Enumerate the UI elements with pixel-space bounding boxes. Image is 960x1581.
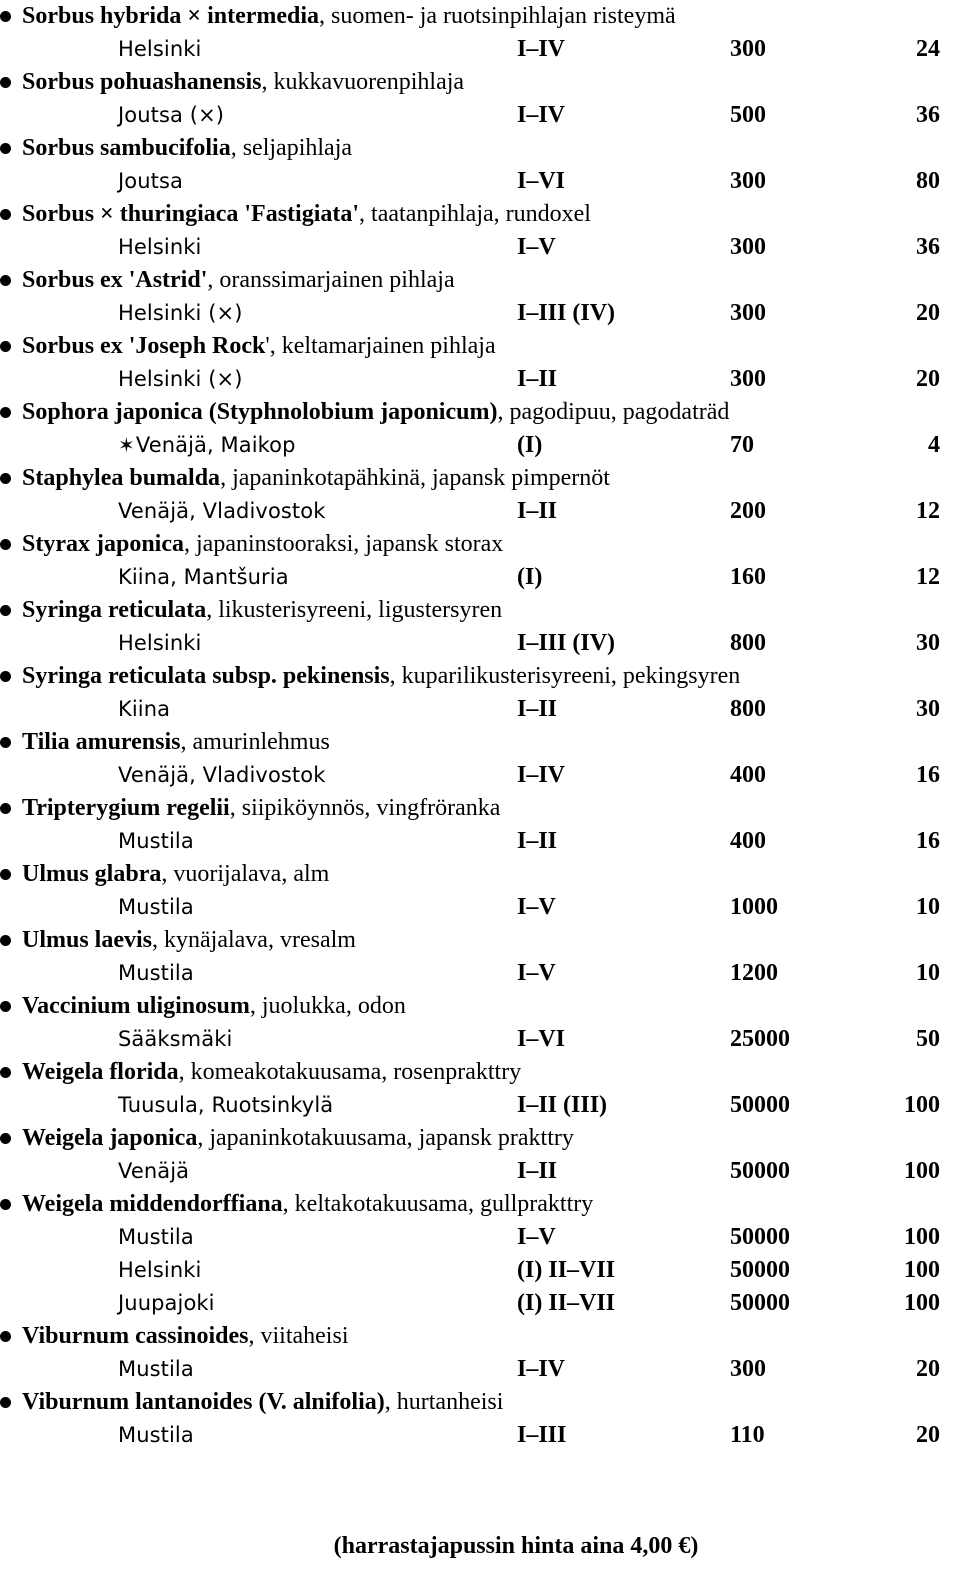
provenance-row (0, 693, 960, 726)
scientific-name: Ulmus laevis (22, 927, 153, 953)
price: 100 (904, 1224, 940, 1250)
bullet-icon (0, 539, 11, 550)
common-names: , pagodipuu, pagodaträd (497, 399, 730, 425)
hardiness-zone: I–VI (517, 1026, 566, 1052)
common-names: , vuorijalava, alm (161, 861, 330, 887)
origin-text: Helsinki (118, 1258, 202, 1282)
origin-text: Mustila (118, 829, 194, 853)
price: 50 (916, 1026, 940, 1052)
common-names: ', keltamarjainen pihlaja (265, 333, 496, 359)
origin (118, 495, 325, 528)
seed-quantity: 70 (730, 432, 754, 458)
common-names: , seljapihlaja (230, 135, 353, 161)
common-names: , siipiköynnös, vingfröranka (229, 795, 501, 821)
price: 100 (904, 1158, 940, 1184)
provenance-row (0, 297, 960, 330)
common-names: , taatanpihlaja, rundoxel (359, 201, 591, 227)
common-names: , japaninkotakuusama, japansk prakttry (197, 1125, 574, 1151)
origin (118, 891, 194, 924)
bullet-icon (0, 671, 11, 682)
provenance-row (0, 1287, 960, 1320)
species-name-line (0, 1386, 960, 1419)
species-name-line (0, 990, 960, 1023)
provenance-row (0, 1089, 960, 1122)
seed-quantity: 200 (730, 498, 766, 524)
origin-text: Joutsa (118, 169, 183, 193)
scientific-name: Weigela japonica (22, 1125, 198, 1151)
origin-text: Helsinki (118, 37, 202, 61)
scientific-name: Tilia amurensis (22, 729, 181, 755)
common-names: , kynäjalava, vresalm (152, 927, 356, 953)
price: 20 (916, 300, 940, 326)
scientific-name: Ulmus glabra (22, 861, 162, 887)
scientific-name: Sorbus hybrida × intermedia (22, 3, 320, 29)
origin (118, 33, 201, 66)
species-name-line (0, 792, 960, 825)
origin (118, 165, 183, 198)
seed-quantity: 400 (730, 828, 766, 854)
price: 4 (928, 432, 940, 458)
hardiness-zone: I–III (IV) (517, 300, 616, 326)
price: 10 (916, 960, 940, 986)
species-entry (0, 396, 960, 462)
provenance-row (0, 99, 960, 132)
origin (118, 627, 201, 660)
origin (118, 561, 289, 594)
species-entry (0, 462, 960, 528)
species-name-line (0, 264, 960, 297)
hardiness-zone: I–V (517, 1224, 556, 1250)
bullet-icon (0, 1397, 11, 1408)
origin-text: Mustila (118, 895, 194, 919)
origin (118, 693, 170, 726)
hardiness-zone: I–II (517, 828, 558, 854)
scientific-name: Staphylea bumalda (22, 465, 221, 491)
hardiness-zone: (I) II–VII (517, 1257, 616, 1283)
origin (118, 297, 242, 330)
common-names: , japaninstooraksi, japansk storax (184, 531, 504, 557)
species-name-line (0, 858, 960, 891)
provenance-row (0, 627, 960, 660)
species-entry (0, 1386, 960, 1452)
hardiness-zone: (I) II–VII (517, 1290, 616, 1316)
common-names: , kuparilikusterisyreeni, pekingsyren (389, 663, 741, 689)
price: 20 (916, 1422, 940, 1448)
hardiness-zone: (I) (517, 564, 543, 590)
common-names: , suomen- ja ruotsinpihlajan risteymä (319, 3, 676, 29)
hardiness-zone: I–II (517, 696, 558, 722)
origin (118, 1089, 333, 1122)
price: 30 (916, 630, 940, 656)
common-names: , amurinlehmus (180, 729, 330, 755)
origin-text: Venäjä (118, 1159, 190, 1183)
seed-quantity: 300 (730, 300, 766, 326)
scientific-name: Weigela florida (22, 1059, 179, 1085)
seed-quantity: 300 (730, 36, 766, 62)
seed-quantity: 800 (730, 696, 766, 722)
hardiness-zone: I–III (517, 1422, 567, 1448)
seed-quantity: 50000 (730, 1290, 790, 1316)
origin (118, 825, 194, 858)
species-entry (0, 726, 960, 792)
species-entry (0, 132, 960, 198)
bullet-icon (0, 869, 11, 880)
species-name-line (0, 528, 960, 561)
hardiness-zone: I–V (517, 234, 556, 260)
seed-quantity: 400 (730, 762, 766, 788)
seed-quantity: 300 (730, 366, 766, 392)
price: 16 (916, 828, 940, 854)
bullet-icon (0, 143, 11, 154)
origin-text: Helsinki (×) (118, 367, 243, 391)
seed-quantity: 25000 (730, 1026, 790, 1052)
origin-text: Venäjä, Maikop (135, 433, 296, 457)
scientific-name: Sorbus sambucifolia (22, 135, 231, 161)
provenance-row (0, 561, 960, 594)
origin-text: Venäjä, Vladivostok (118, 763, 326, 787)
origin-text: Tuusula, Ruotsinkylä (118, 1093, 334, 1117)
price: 30 (916, 696, 940, 722)
provenance-row (0, 825, 960, 858)
scientific-name: Viburnum lantanoides (V. alnifolia) (22, 1389, 385, 1415)
species-name-line (0, 330, 960, 363)
species-name-line (0, 726, 960, 759)
seed-quantity: 50000 (730, 1092, 790, 1118)
seed-quantity: 1200 (730, 960, 778, 986)
species-entry (0, 528, 960, 594)
species-name-line (0, 1188, 960, 1221)
origin-text: Helsinki (×) (118, 301, 243, 325)
origin (118, 1419, 194, 1452)
hardiness-zone: I–IV (517, 102, 566, 128)
price: 36 (916, 102, 940, 128)
origin (118, 363, 242, 396)
origin (118, 1221, 194, 1254)
hardiness-zone: I–II (III) (517, 1092, 608, 1118)
bullet-icon (0, 605, 11, 616)
hardiness-zone: I–IV (517, 36, 566, 62)
species-entry (0, 0, 960, 66)
seed-quantity: 50000 (730, 1158, 790, 1184)
hardiness-zone: I–II (517, 1158, 558, 1184)
hardiness-zone: I–V (517, 960, 556, 986)
species-entry (0, 1188, 960, 1320)
provenance-row (0, 33, 960, 66)
price: 24 (916, 36, 940, 62)
origin-text: Mustila (118, 1423, 194, 1447)
species-name-line (0, 924, 960, 957)
species-entry (0, 1056, 960, 1122)
origin (118, 759, 325, 792)
species-name-line (0, 132, 960, 165)
bullet-icon (0, 737, 11, 748)
bullet-icon (0, 341, 11, 352)
species-entry (0, 594, 960, 660)
price: 100 (904, 1257, 940, 1283)
scientific-name: Syringa reticulata subsp. pekinensis (22, 663, 390, 689)
bullet-icon (0, 473, 11, 484)
provenance-row (0, 1155, 960, 1188)
bullet-icon (0, 11, 11, 22)
seed-quantity: 50000 (730, 1224, 790, 1250)
common-names: , likusterisyreeni, ligustersyren (206, 597, 503, 623)
origin-text: Mustila (118, 1357, 194, 1381)
bullet-icon (0, 209, 11, 220)
species-entry (0, 858, 960, 924)
provenance-row (0, 1221, 960, 1254)
provenance-row (0, 231, 960, 264)
common-names: , kukkavuorenpihlaja (261, 69, 465, 95)
common-names: , oranssimarjainen pihlaja (207, 267, 455, 293)
seed-quantity: 300 (730, 168, 766, 194)
bullet-icon (0, 803, 11, 814)
bullet-icon (0, 1001, 11, 1012)
provenance-row (0, 759, 960, 792)
hardiness-zone: I–VI (517, 168, 566, 194)
hardiness-zone: (I) (517, 432, 543, 458)
seed-quantity: 160 (730, 564, 766, 590)
provenance-row (0, 1254, 960, 1287)
price: 16 (916, 762, 940, 788)
origin (118, 1287, 215, 1320)
origin (118, 1254, 201, 1287)
scientific-name: Weigela middendorffiana (22, 1191, 283, 1217)
seed-quantity: 300 (730, 1356, 766, 1382)
hardiness-zone: I–V (517, 894, 556, 920)
scientific-name: Viburnum cassinoides (22, 1323, 249, 1349)
origin-text: Juupajoki (118, 1291, 215, 1315)
species-name-line (0, 462, 960, 495)
origin-text: Joutsa (×) (118, 103, 225, 127)
species-name-line (0, 1122, 960, 1155)
species-name-line (0, 1320, 960, 1353)
hardiness-zone: I–III (IV) (517, 630, 616, 656)
species-entry (0, 66, 960, 132)
scientific-name: Sorbus ex 'Astrid' (22, 267, 208, 293)
common-names: , komeakotakuusama, rosenprakttry (178, 1059, 522, 1085)
species-entry (0, 1320, 960, 1386)
provenance-row (0, 363, 960, 396)
species-name-line (0, 1056, 960, 1089)
seed-quantity: 500 (730, 102, 766, 128)
species-entry (0, 990, 960, 1056)
scientific-name: Sophora japonica (Styphnolobium japonicum) (22, 399, 498, 425)
scientific-name: Sorbus × thuringiaca 'Fastigiata' (22, 201, 360, 227)
species-entry (0, 198, 960, 264)
hardiness-zone: I–IV (517, 1356, 566, 1382)
bullet-icon (0, 935, 11, 946)
species-entry (0, 924, 960, 990)
seed-quantity: 300 (730, 234, 766, 260)
origin (118, 957, 194, 990)
origin-text: Mustila (118, 1225, 194, 1249)
origin-text: Venäjä, Vladivostok (118, 499, 326, 523)
origin-text: Kiina (118, 697, 171, 721)
price: 12 (916, 564, 940, 590)
seed-quantity: 50000 (730, 1257, 790, 1283)
origin-text: Kiina, Mantšuria (118, 565, 289, 589)
hardiness-zone: I–II (517, 366, 558, 392)
origin (118, 231, 201, 264)
bullet-icon (0, 275, 11, 286)
species-entry (0, 792, 960, 858)
origin-text: Mustila (118, 961, 194, 985)
price: 20 (916, 1356, 940, 1382)
seed-quantity: 110 (730, 1422, 765, 1448)
price: 20 (916, 366, 940, 392)
bullet-icon (0, 1133, 11, 1144)
hobby-packet-price-note: (harrastajapussin hinta aina 4,00 €) (333, 1533, 699, 1559)
price: 80 (916, 168, 940, 194)
origin (118, 1353, 194, 1386)
species-name-line (0, 66, 960, 99)
price: 12 (916, 498, 940, 524)
price: 100 (904, 1092, 940, 1118)
origin-text: Helsinki (118, 235, 202, 259)
scientific-name: Vaccinium uliginosum (22, 993, 250, 1019)
species-name-line (0, 396, 960, 429)
common-names: , viitaheisi (248, 1323, 349, 1349)
provenance-row (0, 957, 960, 990)
species-entry (0, 1122, 960, 1188)
bullet-icon (0, 407, 11, 418)
species-entry (0, 660, 960, 726)
seed-quantity: 800 (730, 630, 766, 656)
bullet-icon (0, 1067, 11, 1078)
species-entry (0, 330, 960, 396)
species-name-line (0, 198, 960, 231)
scientific-name: Tripterygium regelii (22, 795, 230, 821)
price: 100 (904, 1290, 940, 1316)
origin (118, 99, 224, 132)
common-names: , juolukka, odon (249, 993, 406, 1019)
common-names: , hurtanheisi (384, 1389, 504, 1415)
provenance-row (0, 429, 960, 462)
scientific-name: Sorbus ex 'Joseph Rock (22, 333, 266, 359)
origin-text: Sääksmäki (118, 1027, 233, 1051)
provenance-row (0, 1419, 960, 1452)
price: 10 (916, 894, 940, 920)
provenance-row (0, 891, 960, 924)
hardiness-zone: I–II (517, 498, 558, 524)
scientific-name: Syringa reticulata (22, 597, 207, 623)
scientific-name: Sorbus pohuashanensis (22, 69, 262, 95)
origin (118, 1023, 232, 1056)
species-name-line (0, 594, 960, 627)
common-names: , keltakotakuusama, gullprakttry (282, 1191, 594, 1217)
price: 36 (916, 234, 940, 260)
seed-quantity: 1000 (730, 894, 778, 920)
bullet-icon (0, 1331, 11, 1342)
scientific-name: Styrax japonica (22, 531, 184, 557)
bullet-icon (0, 1199, 11, 1210)
bullet-icon (0, 77, 11, 88)
common-names: , japaninkotapähkinä, japansk pimpernöt (220, 465, 610, 491)
provenance-row (0, 1353, 960, 1386)
hardiness-zone: I–IV (517, 762, 566, 788)
star-icon: ✶ (118, 433, 135, 457)
provenance-row (0, 1023, 960, 1056)
species-entry (0, 264, 960, 330)
species-name-line (0, 660, 960, 693)
origin (118, 429, 296, 462)
species-name-line (0, 0, 960, 33)
provenance-row (0, 495, 960, 528)
origin (118, 1155, 189, 1188)
origin-text: Helsinki (118, 631, 202, 655)
provenance-row (0, 165, 960, 198)
